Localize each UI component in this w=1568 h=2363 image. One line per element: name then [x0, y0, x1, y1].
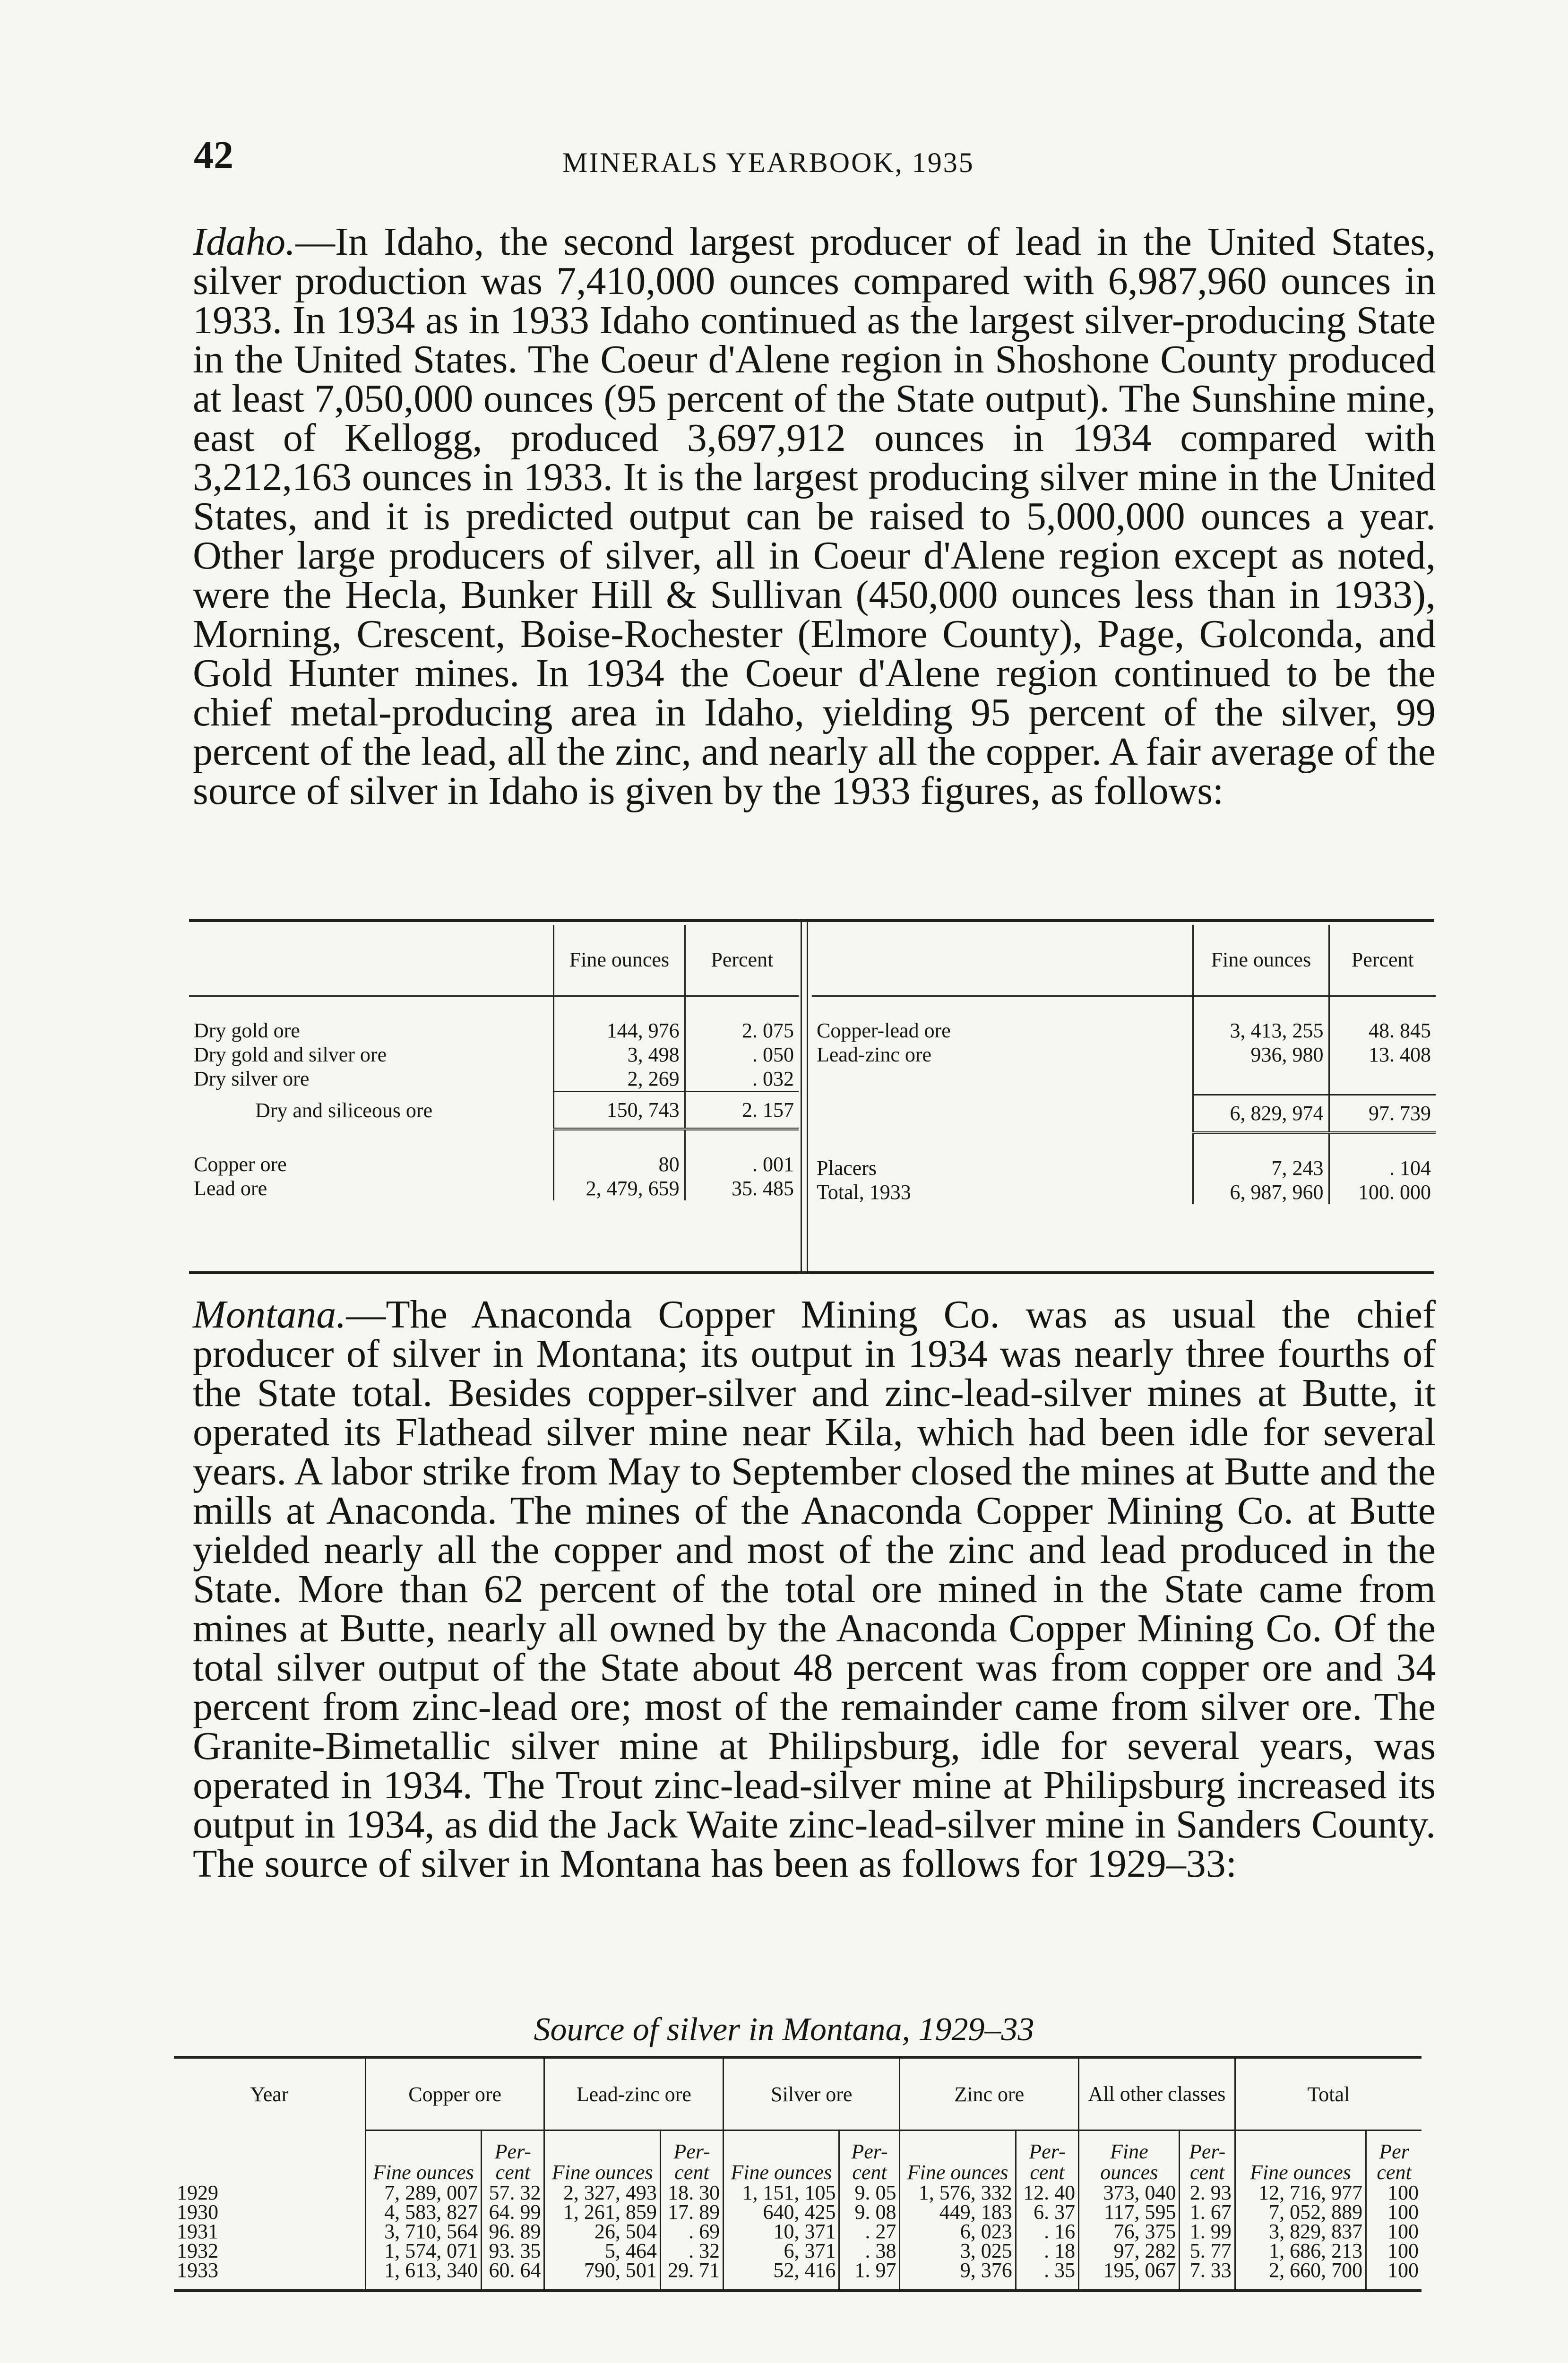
sub-percent: Per- cent	[482, 2130, 544, 2183]
table-cell: 9. 08	[839, 2202, 900, 2222]
table-cell: 10, 371	[724, 2222, 839, 2241]
idaho-text: —In Idaho, the second largest producer of lead in the United States, silver production was 7,410,000 ounces compared with 6,987,960 ounces in 1933. In 1934 as in 1933 Idaho continued as the largest silver-producing State in the United States. The Coeur d'Alene region in Shoshone County produced at least 7,050,000 ounces (95 percent of the State output). The Sunshine mine, east of Kellogg, produced 3,697,912 ounces in 1934 compared with 3,212,163 ounces in 1933. It is the largest producing silver mine in the United States, and it is predicted output can be raised to 5,000,000 ounces a year. Other large producers of silver, all in Coeur d'Alene region except as noted, were the Hecla, Bunker Hill & Sullivan (450,000 ounces less than in 1933), Morning, Crescent, Boise-Rochester (Elmore County), Page, Golconda, and Gold Hunter mines. In 1934 the Coeur d'Alene region continued to be the chief metal-producing area in Idaho, yielding 95 percent of the silver, 99 percent of the lead, all the zinc, and nearly all the copper. A fair average of the source of silver in Idaho is given by the 1933 figures, as follows:	[193, 220, 1436, 813]
sub-percent: Per- cent	[660, 2130, 723, 2183]
cell-ounces: 3, 498	[553, 1043, 685, 1067]
table-cell: 9. 05	[839, 2183, 900, 2202]
table-row	[174, 2222, 1422, 2241]
table-cell: 100	[1366, 2260, 1422, 2291]
col-total: Total	[1235, 2057, 1422, 2130]
cell-ounces: 3, 413, 255	[1193, 1018, 1329, 1043]
montana-table-caption: Source of silver in Montana, 1929–33	[534, 2011, 1034, 2048]
table-cell: . 32	[660, 2241, 723, 2260]
table-cell: 1931	[177, 2220, 218, 2243]
sub-fine-ounces: Fine ounces	[900, 2130, 1016, 2183]
table-cell: 96. 89	[482, 2222, 544, 2241]
cell-ounces: 2, 479, 659	[553, 1176, 685, 1200]
table-cell: 3, 025	[900, 2241, 1016, 2260]
table-cell: . 69	[660, 2222, 723, 2241]
table-cell: . 35	[1016, 2260, 1078, 2291]
cell-percent: 2. 157	[685, 1091, 799, 1129]
table-cell: 117, 595	[1079, 2202, 1180, 2222]
col-fine-ounces: Fine ounces	[1193, 925, 1329, 996]
table-cell: 1930	[177, 2200, 218, 2224]
cell-percent: 97. 739	[1329, 1095, 1436, 1133]
cell-percent: . 032	[685, 1067, 799, 1092]
table-cell: 2. 93	[1180, 2183, 1235, 2202]
sub-fine-ounces: Fine ounces	[365, 2130, 481, 2183]
cell-ounces: 2, 269	[553, 1067, 685, 1092]
table-cell: 640, 425	[724, 2202, 839, 2222]
montana-text: —The Anaconda Copper Mining Co. was as usual the chief producer of silver in Montana; its output in 1934 was nearly three fourths of the State total. Besides copper-silver and zinc-lead-silver mines at Butte, it operated its Flathead silver mine near Kila, which had been idle for several years. A labor strike from May to September closed the mines at Butte and the mills at Anaconda. The mines of the Anaconda Copper Mining Co. at Butte yielded nearly all the copper and most of the zinc and lead produced in the State. More than 62 percent of the total ore mined in the State came from mines at Butte, nearly all owned by the Anaconda Copper Mining Co. Of the total silver output of the State about 48 percent was from copper ore and 34 percent from zinc-lead ore; most of the remainder came from silver ore. The Granite-Bimetallic silver mine at Philipsburg, idle for several years, was operated in 1934. The Trout zinc-lead-silver mine at Philipsburg increased its output in 1934, as did the Jack Waite zinc-lead-silver mine in Sanders County. The source of silver in Montana has been as follows for 1929–33:	[193, 1293, 1436, 1886]
table-row	[174, 2260, 1422, 2291]
col-copper-ore: Copper ore	[365, 2057, 544, 2130]
running-head: MINERALS YEARBOOK, 1935	[562, 147, 974, 178]
row-label: Lead ore	[194, 1177, 267, 1200]
idaho-silver-source-table	[189, 919, 1434, 1278]
table-cell: 5, 464	[544, 2241, 660, 2260]
table-cell: 4, 583, 827	[365, 2202, 481, 2222]
table-cell: 12, 716, 977	[1235, 2183, 1366, 2202]
cell-ounces: 144, 976	[553, 1018, 685, 1043]
table-cell: 7, 052, 889	[1235, 2202, 1366, 2222]
table-cell: 1, 151, 105	[724, 2183, 839, 2202]
table-cell: 449, 183	[900, 2202, 1016, 2222]
table-cell: . 38	[839, 2241, 900, 2260]
col-percent: Percent	[685, 925, 799, 996]
table-cell: 52, 416	[724, 2260, 839, 2291]
table-cell: 100	[1366, 2241, 1422, 2260]
row-label	[812, 1095, 1193, 1133]
table-cell: 1, 574, 071	[365, 2241, 481, 2260]
table-cell: 6, 023	[900, 2222, 1016, 2241]
table-cell: 97, 282	[1079, 2241, 1180, 2260]
cell-ounces: 6, 829, 974	[1193, 1095, 1329, 1133]
page-number: 42	[194, 133, 233, 177]
cell-percent: 100. 000	[1329, 1180, 1436, 1204]
col-fine-ounces: Fine ounces	[553, 925, 685, 996]
table-cell: 18. 30	[660, 2183, 723, 2202]
table-cell: 790, 501	[544, 2260, 660, 2291]
sub-percent: Per- cent	[1016, 2130, 1078, 2183]
table-cell: 7. 33	[1180, 2260, 1235, 2291]
sub-percent: Per- cent	[1180, 2130, 1235, 2183]
col-percent: Percent	[1329, 925, 1436, 996]
cell-ounces: 150, 743	[553, 1091, 685, 1129]
row-label: Total, 1933	[817, 1180, 911, 1204]
table-cell: 76, 375	[1079, 2222, 1180, 2241]
idaho-paragraph	[193, 222, 1436, 811]
row-label: Dry gold and silver ore	[194, 1043, 387, 1066]
table-cell: 1. 97	[839, 2260, 900, 2291]
cell-ounces: 6, 987, 960	[1193, 1180, 1329, 1204]
row-label: Dry gold ore	[194, 1018, 300, 1042]
idaho-lead: Idaho.	[193, 220, 295, 264]
col-zinc-ore: Zinc ore	[900, 2057, 1079, 2130]
table-cell: 195, 067	[1079, 2260, 1180, 2291]
row-label: Lead-zinc ore	[817, 1043, 932, 1066]
table-cell: 6, 371	[724, 2241, 839, 2260]
sub-fine-ounces: Fine ounces	[724, 2130, 839, 2183]
table-cell: 3, 829, 837	[1235, 2222, 1366, 2241]
idaho-table-right	[812, 925, 1436, 1204]
table-cell: 100	[1366, 2183, 1422, 2202]
row-label: Copper ore	[194, 1153, 287, 1176]
table-cell: 93. 35	[482, 2241, 544, 2260]
cell-percent: . 050	[685, 1043, 799, 1067]
table-cell: 57. 32	[482, 2183, 544, 2202]
sub-percent-total: Per cent	[1366, 2130, 1422, 2183]
table-cell: 6. 37	[1016, 2202, 1078, 2222]
table-cell: 100	[1366, 2202, 1422, 2222]
table-cell: 2, 660, 700	[1235, 2260, 1366, 2291]
col-silver-ore: Silver ore	[724, 2057, 900, 2130]
table-cell: 60. 64	[482, 2260, 544, 2291]
table-cell: 5. 77	[1180, 2241, 1235, 2260]
table-cell: 2, 327, 493	[544, 2183, 660, 2202]
montana-paragraph	[193, 1293, 1436, 1886]
table-cell: 1, 576, 332	[900, 2183, 1016, 2202]
cell-percent: . 104	[1329, 1156, 1436, 1180]
table-cell: 17. 89	[660, 2202, 723, 2222]
col-lead-zinc-ore: Lead-zinc ore	[544, 2057, 724, 2130]
sub-fine-ounces: Fine ounces	[1079, 2130, 1180, 2183]
row-label: Dry silver ore	[194, 1067, 310, 1090]
table-cell: 64. 99	[482, 2202, 544, 2222]
row-label: Placers	[817, 1156, 877, 1180]
table-row	[174, 2183, 1422, 2202]
sub-fine-ounces: Fine ounces	[544, 2130, 660, 2183]
table-cell: 7, 289, 007	[365, 2183, 481, 2202]
cell-percent: 35. 485	[685, 1176, 799, 1200]
table-cell: 1. 67	[1180, 2202, 1235, 2222]
row-label: Dry and siliceous ore	[255, 1098, 433, 1122]
montana-silver-source-table	[174, 2056, 1422, 2292]
table-cell: 100	[1366, 2222, 1422, 2241]
idaho-table-left	[189, 925, 799, 1200]
table-cell: . 18	[1016, 2241, 1078, 2260]
row-label: Copper-lead ore	[817, 1018, 951, 1042]
montana-lead: Montana.	[193, 1293, 346, 1337]
table-cell: 1932	[177, 2239, 218, 2262]
table-cell: 373, 040	[1079, 2183, 1180, 2202]
table-row	[174, 2241, 1422, 2260]
table-cell: 1, 686, 213	[1235, 2241, 1366, 2260]
table-cell: 9, 376	[900, 2260, 1016, 2291]
sub-percent: Per- cent	[839, 2130, 900, 2183]
cell-percent: 48. 845	[1329, 1018, 1436, 1043]
cell-percent: . 001	[685, 1152, 799, 1176]
table-row	[174, 2202, 1422, 2222]
cell-ounces: 7, 243	[1193, 1156, 1329, 1180]
table-cell: 1929	[177, 2181, 218, 2204]
col-all-other-classes: All other classes	[1079, 2057, 1235, 2130]
cell-percent: 13. 408	[1329, 1043, 1436, 1067]
table-cell: 12. 40	[1016, 2183, 1078, 2202]
table-cell: 1, 261, 859	[544, 2202, 660, 2222]
cell-percent: 2. 075	[685, 1018, 799, 1043]
table-cell: 1. 99	[1180, 2222, 1235, 2241]
table-cell: . 16	[1016, 2222, 1078, 2241]
col-year: Year	[250, 2083, 289, 2106]
sub-fine-ounces: Fine ounces	[1235, 2130, 1366, 2183]
table-cell: . 27	[839, 2222, 900, 2241]
table-cell: 29. 71	[660, 2260, 723, 2291]
cell-ounces: 936, 980	[1193, 1043, 1329, 1067]
table-cell: 1933	[177, 2259, 218, 2282]
table-cell: 1, 613, 340	[365, 2260, 481, 2291]
table-cell: 26, 504	[544, 2222, 660, 2241]
cell-ounces: 80	[553, 1152, 685, 1176]
table-cell: 3, 710, 564	[365, 2222, 481, 2241]
